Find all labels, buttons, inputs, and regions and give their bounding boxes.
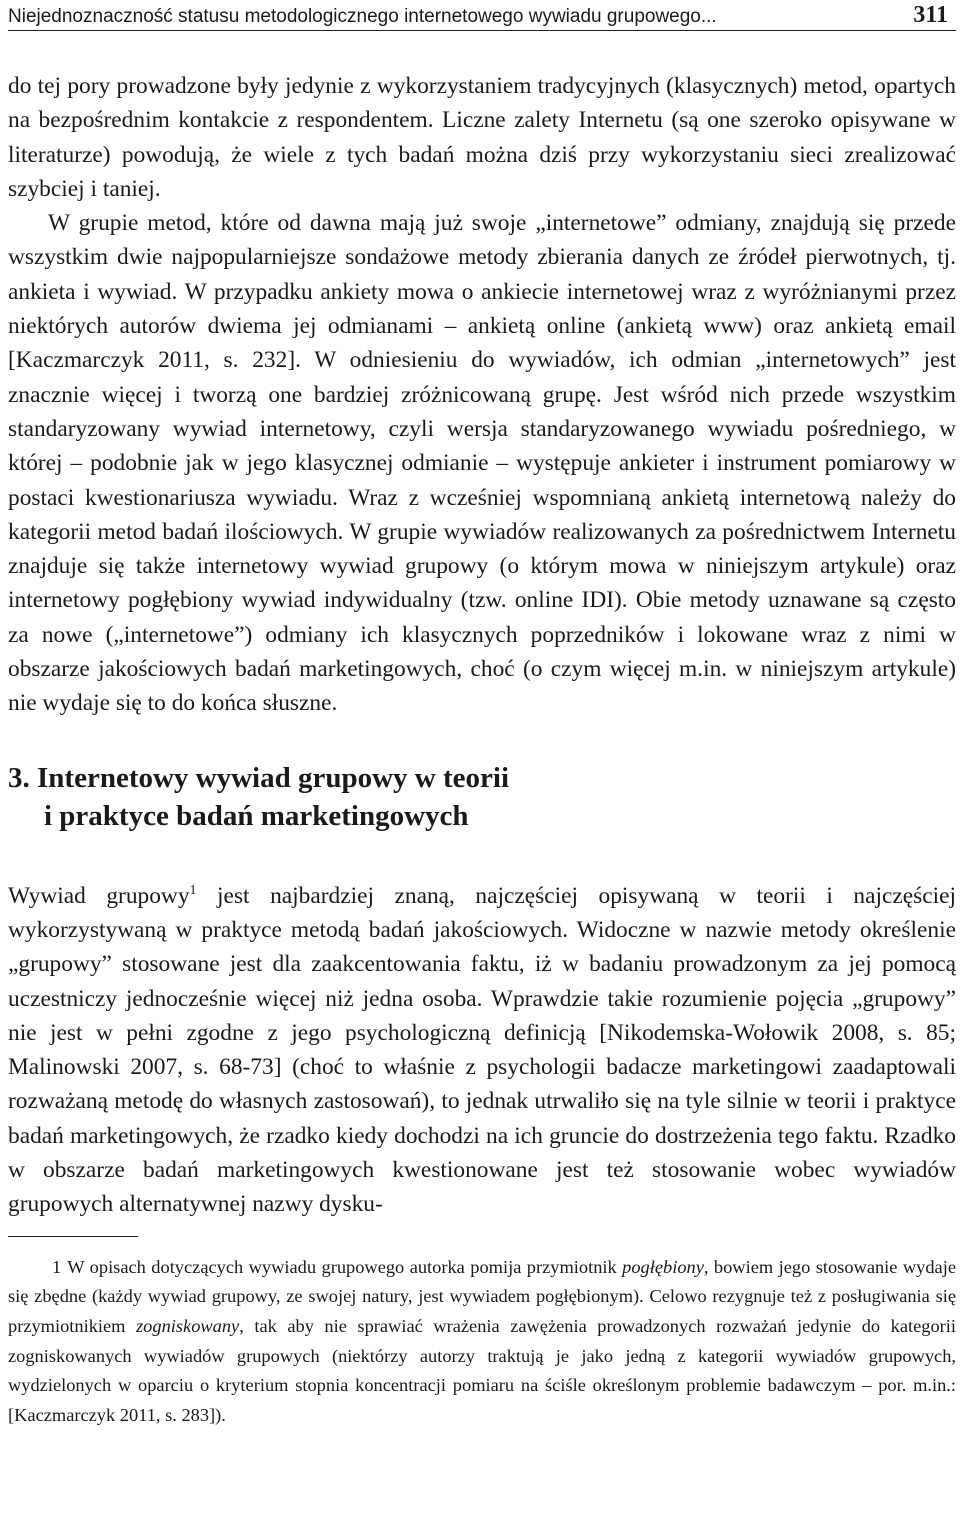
section-heading-line-2: i praktyce badań marketingowych (44, 799, 469, 832)
footnote-divider (8, 1236, 138, 1237)
running-header (8, 0, 956, 31)
page-number: 311 (913, 2, 948, 28)
footnote-number: 1 (52, 1256, 62, 1277)
running-title: Niejednoznaczność statusu metodologicznego internetowego wywiadu grupowego... (8, 6, 717, 27)
paragraph-body-text: jest najbardziej znaną, najczęściej opisywaną w teorii i najczęściej wykorzystywaną w praktyce metodą badań jakościowych. Widoczne w nazwie metody określenie „grupowy” stosowane jest dla zaakcentowania faktu, iż w badaniu prowadzonym za jej pomocą uczestniczy jednocześnie więcej niż jedna osoba. Wprawdzie takie rozumienie pojęcia „grupowy” nie jest w pełni zgodne z jego psychologiczną definicją [Nikodemska-Wołowik 2008, s. 85; Malinowski 2007, s. 68-73] (choć to właśnie z psychologii badacze marketingowi zaadaptowali rozważaną metodę do własnych zastosowań), to jednak utrwaliło się na tyle silnie w teorii i praktyce badań marketingowych, że rzadko kiedy dochodzi na ich gruncie do dostrzeżenia tego faktu. Rzadko w obszarze badań marketingowych kwestionowane jest też stosowanie wobec wywiadów grupowych alternatywnej nazwy dysku- (8, 882, 957, 1218)
footnote (8, 1253, 956, 1431)
section-heading-line-1: 3. Internetowy wywiad grupowy w teorii (8, 761, 510, 794)
section-text (8, 879, 956, 1222)
paragraph-methods: W grupie metod, które od dawna mają już swoje „internetowe” odmiany, znajdują się przede wszystkim dwie najpopularniejsze sondażowe metody zbierania danych ze źródeł pierwotnych, tj. ankieta i wywiad. W przypadku ankiety mowa o ankiecie internetowej wraz z wyróżnianymi przez niektórych autorów dwiema jej odmianami – ankietą online (ankietą www) oraz ankietą email [Kaczmarczyk 2011, s. 232]. W odniesieniu do wywiadów, ich odmian „internetowych” jest znacznie więcej i tworzą one bardziej zróżnicowaną grupę. Jest wśród nich przede wszystkim standaryzowany wywiad internetowy, czyli wersja standaryzowanego wywiadu pośredniego, w której – podobnie jak w jego klasycznej odmianie – występuje ankieter i instrument pomiarowy w postaci kwestionariusza wywiadu. Wraz z wcześniej wspomnianą ankietą internetową należy do kategorii metod badań ilościowych. W grupie wywiadów realizowanych za pośrednictwem Internetu znajduje się także internetowy wywiad grupowy (o którym mowa w niniejszym artykule) oraz internetowy pogłębiony wywiad indywidualny (tzw. online IDI). Obie metody uznawane są często za nowe („internetowe”) odmiany ich klasycznych poprzedników i lokowane wraz z nimi w obszarze jakościowych badań marketingowych, choć (o czym więcej m.in. w niniejszym artykule) nie wydaje się to do końca słuszne. (8, 210, 956, 717)
footnote-text-1: W opisach dotyczących wywiadu grupowego autorka pomija przymiotnik (67, 1256, 623, 1277)
paragraph-continuation: do tej pory prowadzone były jedynie z wykorzystaniem tradycyjnych (klasycznych) metod, opartych na bezpośrednim kontakcie z respondentem. Liczne zalety Internetu (są one szeroko opisywane w literaturze) powodują, że wiele z tych badań można dziś przy wykorzystaniu sieci zrealizować szybciej i taniej. (8, 73, 956, 202)
footnote-text-3: , tak aby nie sprawiać wrażenia zawężenia prowadzonych rozważań jedynie do kategorii zogniskowanych wywiadów grupowych (niektórzy autorzy traktują je jako jedną z kategorii wywiadów grupowych, wydzielonych w oparciu o kryterium stopnia koncentracji pomiaru na ściśle określonym problemie badawczym – por. m.in.: [Kaczmarczyk 2011, s. 283]). (8, 1316, 957, 1426)
paragraph-group-interview (8, 879, 956, 1222)
main-text (8, 69, 956, 721)
footnote-italic-term-2: zogniskowany (136, 1316, 240, 1337)
footnote-reference[interactable]: 1 (189, 882, 197, 898)
paragraph-lead-text: Wywiad grupowy (8, 882, 190, 909)
section-heading (8, 759, 956, 835)
document-page (8, 0, 956, 1431)
footnote-text-2: , bowiem jego stosowanie wydaje się zbędne (każdy wywiad grupowy, ze swojej natury, jest wywiadem pogłębionym). Celowo rezygnuje też z posługiwania się przymiotnikiem (8, 1256, 956, 1337)
footnote-italic-term-1: pogłębiony (622, 1256, 704, 1277)
